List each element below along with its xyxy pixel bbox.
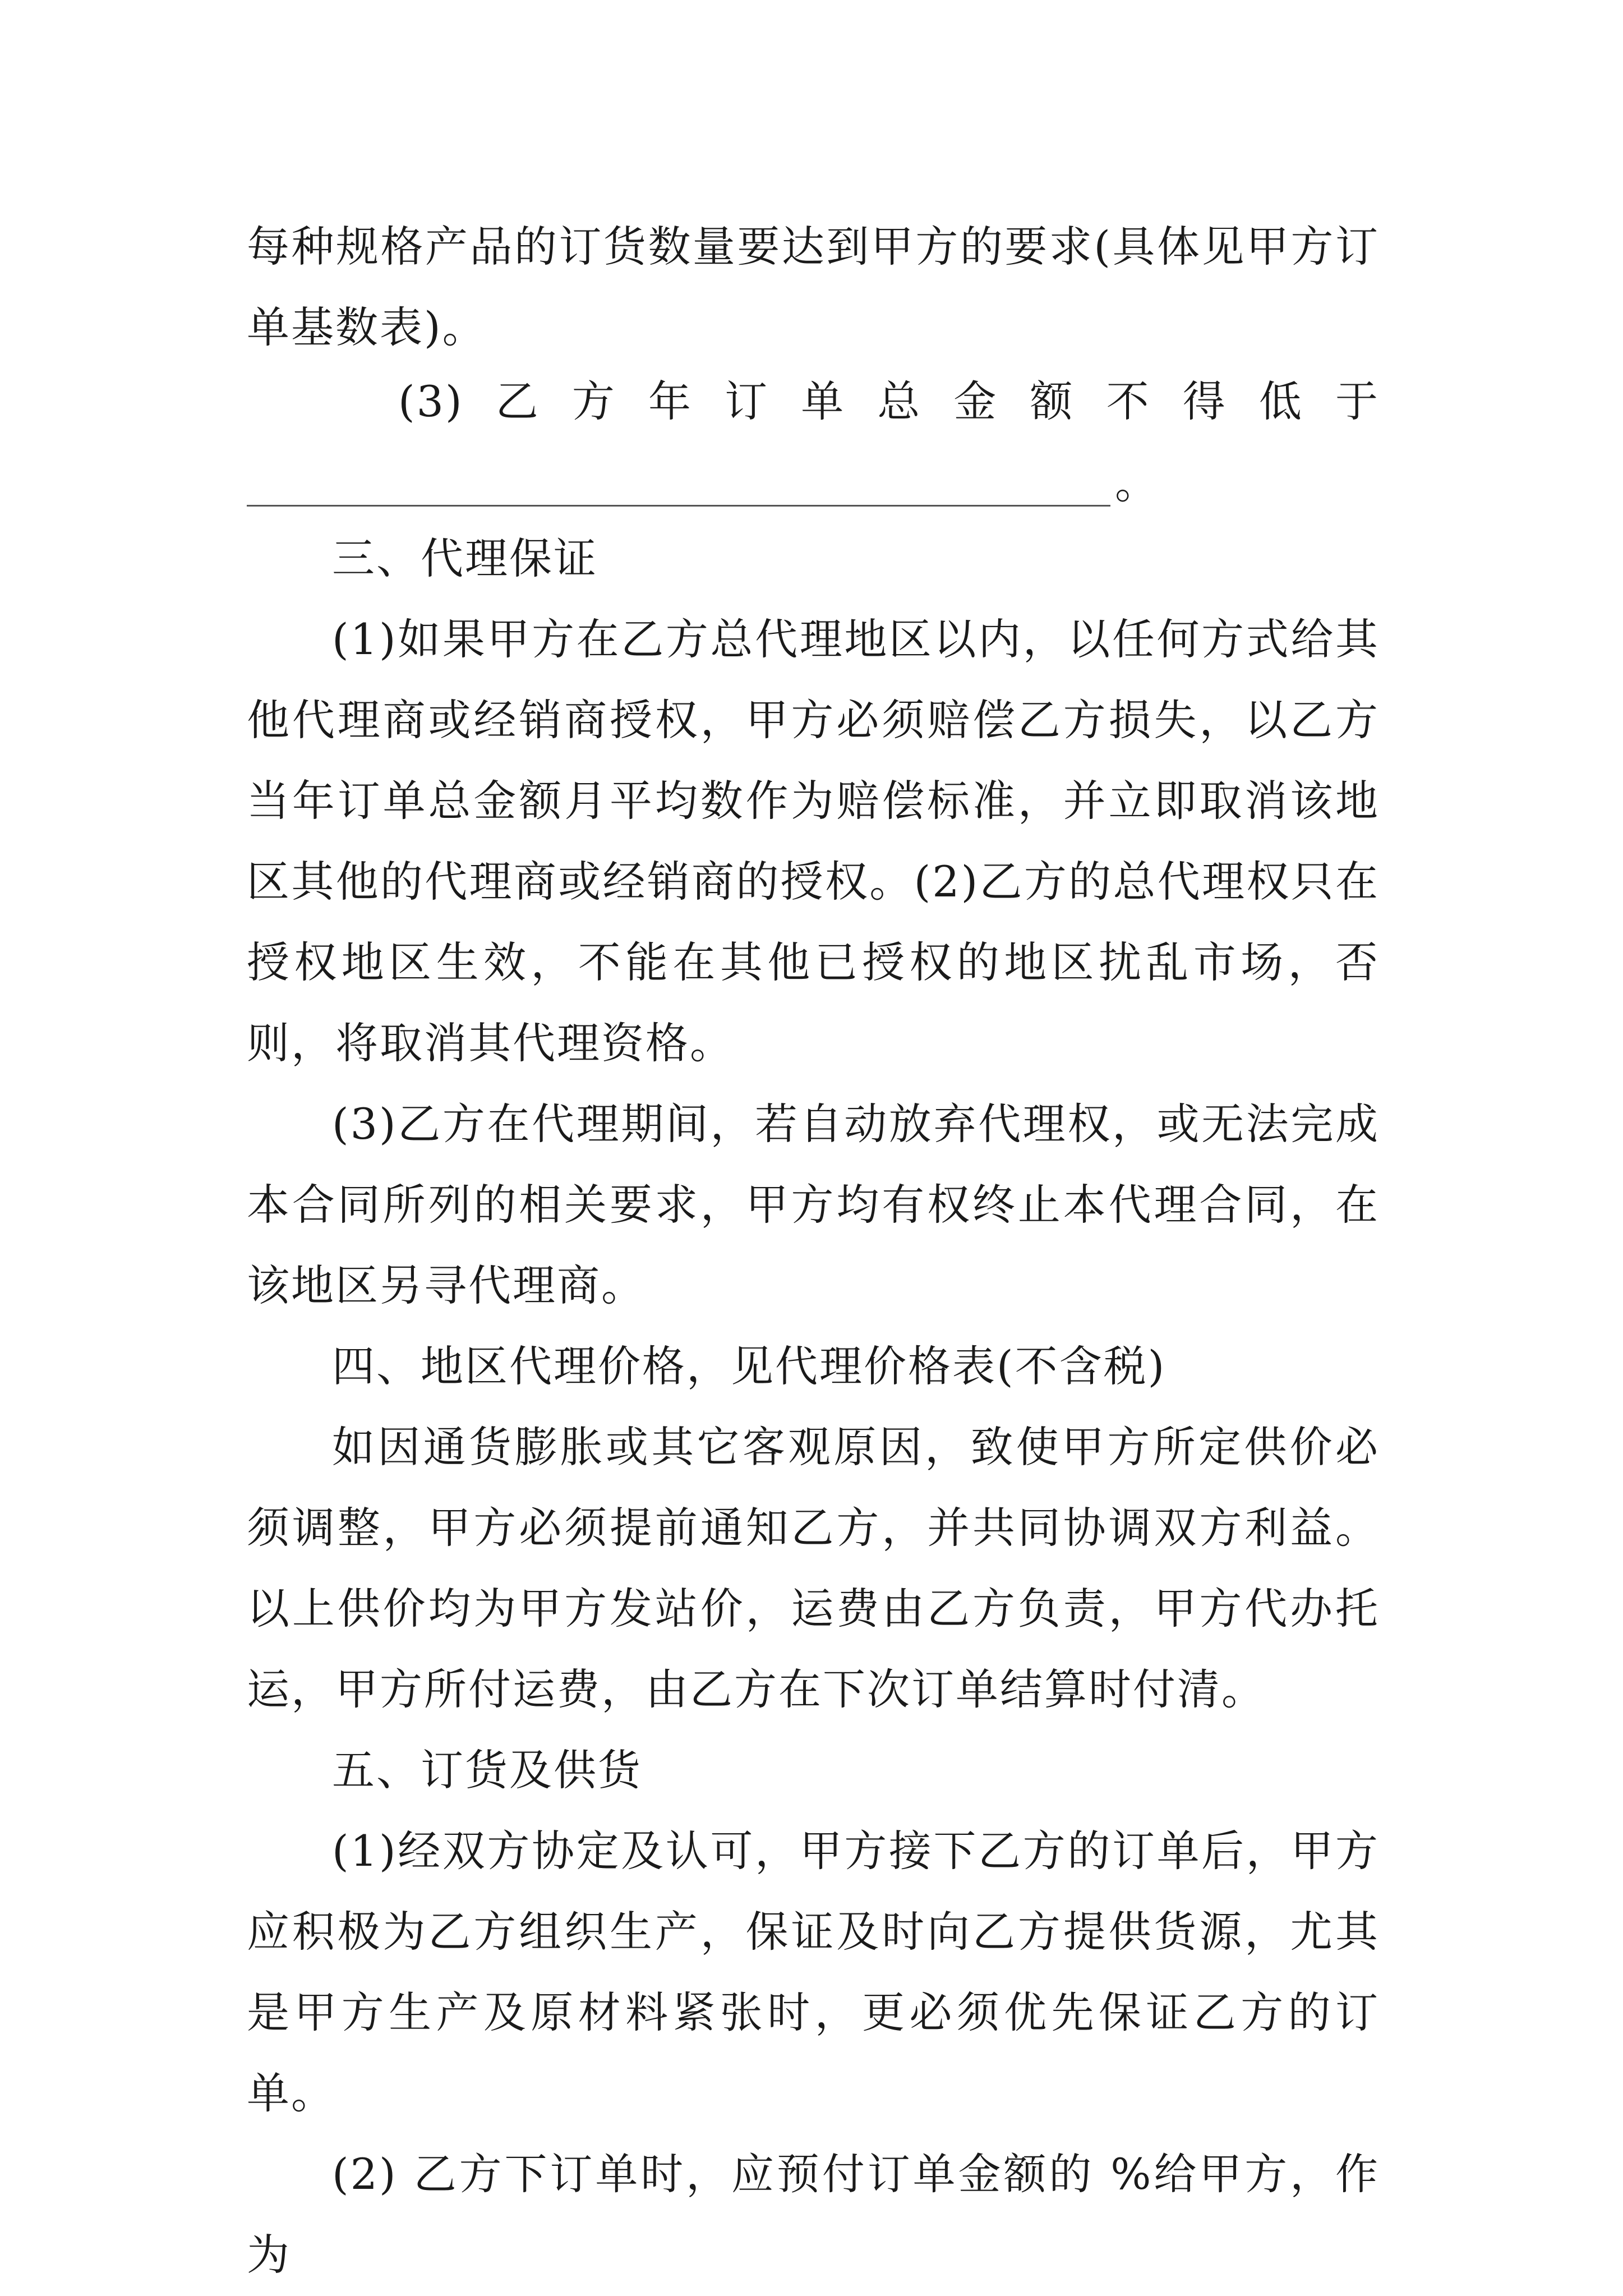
paragraph-ordering-2: (2) 乙方下订单时，应预付订单金额的 %给甲方，作为: [247, 2149, 1380, 2280]
spread-char: (3): [398, 376, 464, 426]
section-heading-regional-price: 四、地区代理价格，见代理价格表(不含税): [332, 1341, 1166, 1391]
paragraph-order-quantity: 每种规格产品的订货数量要达到甲方的要求(具体见甲方订单基数表)。: [247, 222, 1380, 352]
spread-char: 不: [1106, 376, 1151, 426]
section-heading-agency-guarantee: 三、代理保证: [332, 533, 598, 583]
paragraph-ordering-1: (1)经双方协定及认可，甲方接下乙方的订单后，甲方应积极为乙方组织生产，保证及时向乙方提供货源，尤其是甲方生产及原材料紧张时，更必须优先保证乙方的订单。: [247, 1826, 1380, 2118]
section-heading-ordering-supply: 五、订货及供货: [332, 1745, 642, 1795]
spread-char: 额: [1030, 376, 1075, 426]
spread-char: 金: [953, 376, 998, 426]
main-text-column: [247, 518, 1380, 2295]
paragraph-price-adjustment: 如因通货膨胀或其它客观原因，致使甲方所定供价必须调整，甲方必须提前通知乙方，并共同协调双方利益。以上供价均为甲方发站价，运费由乙方负责，甲方代办托运，甲方所付运费，由乙方在下次订单结算时付清。: [247, 1422, 1380, 1714]
spread-char: 于: [1335, 376, 1380, 426]
spread-char: 订: [725, 376, 769, 426]
spread-char: 总: [877, 376, 922, 426]
spread-char: 低: [1258, 376, 1303, 426]
blank-line-block: [247, 443, 1380, 524]
text-column: [247, 206, 1380, 368]
paragraph-agency-guarantee-3: (3)乙方在代理期间，若自动放弃代理权，或无法完成本合同所列的相关要求，甲方均有权终止本代理合同，在该地区另寻代理商。: [247, 1099, 1380, 1310]
blank-underline: [247, 505, 1110, 507]
spread-line-block: [247, 361, 1380, 442]
spread-char: 乙: [495, 376, 540, 426]
paragraph-min-order-amount: [247, 361, 1380, 442]
fill-in-blank: [247, 443, 1380, 524]
spread-char: 单: [801, 376, 846, 426]
spread-char: 得: [1182, 376, 1227, 426]
spread-char: 年: [648, 376, 693, 426]
paragraph-agency-guarantee-1-2: (1)如果甲方在乙方总代理地区以内，以任何方式给其他代理商或经销商授权，甲方必须赔偿乙方损失，以乙方当年订单总金额月平均数作为赔偿标准，并立即取消该地区其他的代理商或经销商的授权。(2)乙方的总代理权只在授权地区生效，不能在其他已授权的地区扰乱市场，否则，将取消其代理资格。: [247, 614, 1380, 1068]
blank-full-stop: 。: [1115, 458, 1159, 508]
spread-char: 方: [571, 376, 616, 426]
